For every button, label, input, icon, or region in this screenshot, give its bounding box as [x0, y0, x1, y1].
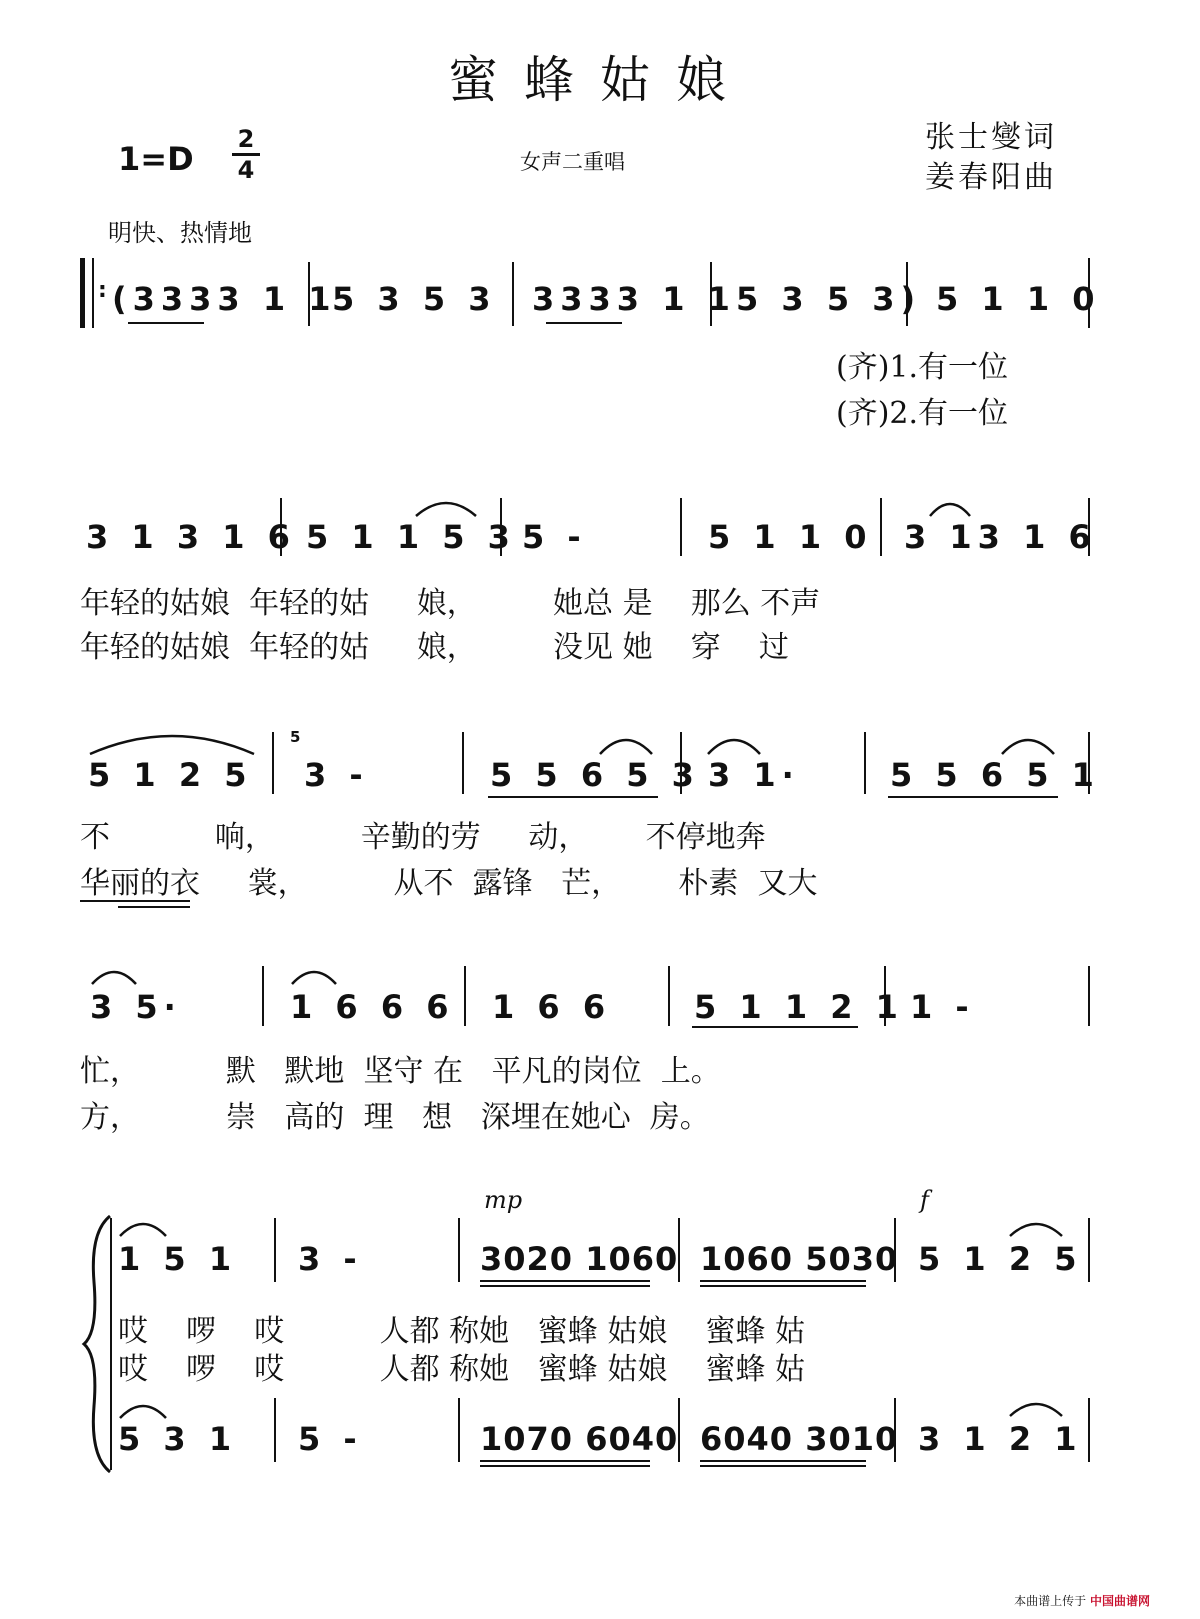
s4-measure-4: 5 1 1 2 1	[694, 988, 904, 1026]
barline	[458, 1218, 460, 1282]
barline-end	[1088, 1218, 1090, 1282]
s5-lower-measure-2: 5 -	[298, 1420, 363, 1458]
grace-note: 5	[290, 728, 301, 746]
barline	[668, 966, 670, 1026]
lyrics-verse-2: 方， 崇 高的 理 想 深埋在她心 房。	[80, 1100, 710, 1135]
slur	[118, 1398, 168, 1420]
s2-measure-2: 5 1 1 5 3	[306, 518, 516, 556]
slur	[290, 964, 338, 986]
s4-measure-2: 1 6 6 6	[290, 988, 455, 1026]
dynamic-f: f	[920, 1186, 929, 1214]
watermark-site: 中国曲谱网	[1089, 1594, 1150, 1608]
s4-measure-1: 3 5·	[90, 988, 182, 1026]
underline-mark	[80, 900, 190, 902]
barline	[274, 1398, 276, 1462]
slur	[118, 1216, 168, 1238]
underline-beam	[480, 1285, 650, 1287]
barline	[880, 498, 882, 556]
s1-measure-4: 5 3 5 3)	[736, 280, 922, 318]
time-signature-top: 2	[237, 125, 255, 153]
underline-beam	[692, 1026, 858, 1028]
lyrics-verse-1: 哎 啰 哎 人都 称她 蜜蜂 姑娘 蜜蜂 姑	[118, 1314, 806, 1349]
voicing-label: 女声二重唱	[520, 150, 625, 174]
underline-beam	[700, 1285, 866, 1287]
s2-measure-4: 5 1 1 0	[708, 518, 873, 556]
underline-beam	[480, 1465, 650, 1467]
s3-measure-3: 5 5 6 5 3	[490, 756, 700, 794]
s5-lower-measure-3: 1070 6040	[480, 1420, 679, 1458]
time-signature	[232, 126, 260, 183]
barline-end	[1088, 498, 1090, 556]
barline	[680, 732, 682, 794]
s5-lower-measure-4: 6040 3010	[700, 1420, 899, 1458]
slur	[414, 496, 478, 518]
barline	[680, 498, 682, 556]
slur	[88, 728, 256, 756]
s5-lower-measure-5: 3 1 2 1	[918, 1420, 1083, 1458]
barline	[308, 262, 310, 326]
key-signature: 1=D	[118, 140, 194, 178]
source-watermark	[1014, 1592, 1150, 1609]
s1-measure-1: (3333 1 1	[112, 280, 337, 318]
underline-beam	[700, 1460, 866, 1462]
repeat-start-thin	[92, 258, 94, 328]
s3-measure-2: 3 -	[304, 756, 369, 794]
s5-lower-measure-1: 5 3 1	[118, 1420, 238, 1458]
time-signature-bottom: 4	[237, 156, 255, 184]
intro-cue-verse-2: (齐)2.有一位	[836, 396, 1009, 431]
barline-end	[1088, 966, 1090, 1026]
barline	[894, 1398, 896, 1462]
slur	[1000, 732, 1056, 756]
barline	[272, 732, 274, 794]
s5-upper-measure-5: 5 1 2 5	[918, 1240, 1083, 1278]
s4-measure-3: 1 6 6	[492, 988, 612, 1026]
s1-measure-3: 3333 1 1	[532, 280, 736, 318]
repeat-dots: :	[98, 278, 107, 303]
lyrics-verse-2: 哎 啰 哎 人都 称她 蜜蜂 姑娘 蜜蜂 姑	[118, 1352, 806, 1387]
barline	[500, 498, 502, 556]
barline-end	[1088, 732, 1090, 794]
barline	[894, 1218, 896, 1282]
song-title: 蜜蜂姑娘	[448, 51, 752, 109]
underline-mark	[118, 906, 190, 908]
s4-measure-5: 1 -	[910, 988, 975, 1026]
slur	[1008, 1216, 1064, 1238]
lyrics-verse-2: 华丽的衣 裳， 从不 露锋 芒， 朴素 又大	[80, 866, 818, 901]
dynamic-mp: mp	[484, 1186, 523, 1214]
lyrics-verse-1: 年轻的姑娘 年轻的姑 娘， 她总 是 那么 不声	[80, 586, 821, 621]
s2-measure-1: 3 1 3 1 6	[86, 518, 296, 556]
s5-upper-measure-1: 1 5 1	[118, 1240, 238, 1278]
barline	[678, 1398, 680, 1462]
underline-beam	[700, 1465, 866, 1467]
watermark-prefix: 本曲谱上传于	[1014, 1594, 1087, 1608]
repeat-start-thick	[80, 258, 85, 328]
barline	[906, 262, 908, 326]
slur	[90, 964, 138, 986]
s2-measure-5: 3 13 1 6	[904, 518, 1097, 556]
s1-measure-2: 5 3 5 3	[332, 280, 497, 318]
s3-measure-1: 5 1 2 5	[88, 756, 253, 794]
s5-upper-measure-3: 3020 1060	[480, 1240, 679, 1278]
barline	[512, 262, 514, 326]
barline	[274, 1218, 276, 1282]
composer-credit: 姜春阳曲	[925, 160, 1057, 195]
barline	[864, 732, 866, 794]
barline	[678, 1218, 680, 1282]
system-start-line	[110, 1218, 112, 1470]
barline	[710, 262, 712, 326]
barline-end	[1088, 258, 1090, 328]
underline-beam	[128, 322, 204, 324]
underline-beam	[700, 1280, 866, 1282]
barline	[280, 498, 282, 556]
barline	[262, 966, 264, 1026]
s3-measure-4: 3 1·	[708, 756, 800, 794]
barline	[884, 966, 886, 1026]
lyricist-credit: 张士燮词	[925, 120, 1057, 155]
lyrics-verse-1: 不 响， 辛勤的劳 动， 不停地奔	[80, 820, 766, 855]
barline	[462, 732, 464, 794]
slur	[928, 496, 972, 518]
s3-measure-5: 5 5 6 5 1	[890, 756, 1100, 794]
slur	[598, 732, 654, 756]
lyrics-verse-2: 年轻的姑娘 年轻的姑 娘， 没见 她 穿 过	[80, 630, 789, 665]
intro-cue-verse-1: (齐)1.有一位	[836, 350, 1009, 385]
underline-beam	[488, 796, 658, 798]
s5-upper-measure-4: 1060 5030	[700, 1240, 899, 1278]
s5-upper-measure-2: 3 -	[298, 1240, 363, 1278]
s2-measure-3: 5 -	[522, 518, 587, 556]
barline-end	[1088, 1398, 1090, 1462]
lyrics-verse-1: 忙， 默 默地 坚守 在 平凡的岗位 上。	[80, 1054, 721, 1089]
slur	[706, 732, 762, 756]
barline	[458, 1398, 460, 1462]
tempo-marking: 明快、热情地	[108, 219, 252, 247]
underline-beam	[480, 1460, 650, 1462]
slur	[1008, 1396, 1064, 1418]
underline-beam	[546, 322, 622, 324]
underline-beam	[480, 1280, 650, 1282]
barline	[464, 966, 466, 1026]
s1-measure-5: 5 1 1 0	[936, 280, 1101, 318]
underline-beam	[888, 796, 1058, 798]
